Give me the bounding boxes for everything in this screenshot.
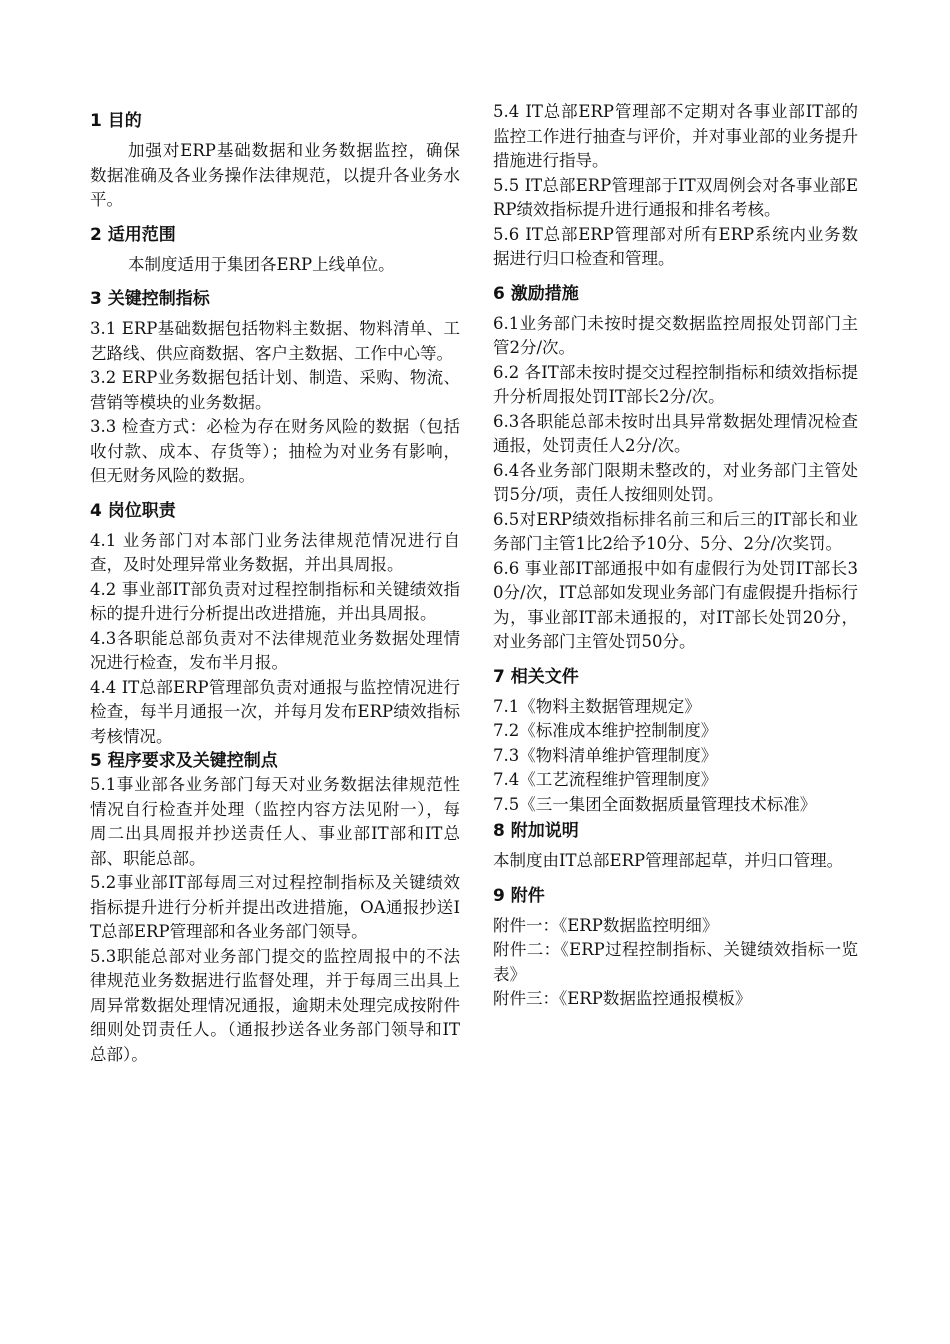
section-title-key-control-indicators: 3 关键控制指标	[90, 289, 210, 309]
clause-6-5: 6.5对ERP绩效指标排名前三和后三的IT部长和业务部门主管1比2给予10分、5分、2分/次奖罚。	[493, 509, 858, 553]
clause-5-1: 5.1事业部各业务部门每天对业务数据法律规范性情况自行检查并处理（监控内容方法见附一），每周二出具周报并抄送责任人、事业部IT部和IT总部、职能总部。	[90, 775, 460, 868]
attachment-3: 附件三：《ERP数据监控通报模板》	[493, 989, 752, 1008]
purpose-paragraph: 加强对ERP基础数据和业务数据监控，确保数据准确及各业务操作法律规范，以提升各业务水平。	[90, 141, 460, 209]
right-column	[493, 100, 858, 1012]
attachment-2: 附件二：《ERP过程控制指标、关键绩效指标一览表》	[493, 940, 858, 984]
clause-3-2: 3.2 ERP业务数据包括计划、制造、采购、物流、营销等模块的业务数据。	[90, 368, 460, 412]
related-document-7-1: 7.1《物料主数据管理规定》	[493, 696, 701, 716]
additional-notes-paragraph: 本制度由IT总部ERP管理部起草，并归口管理。	[493, 851, 844, 870]
clause-6-2: 6.2 各IT部未按时提交过程控制指标和绩效指标提升分析周报处罚IT部长2分/次。	[493, 362, 858, 406]
clause-6-6: 6.6 事业部IT部通报中如有虚假行为处罚IT部长30分/次，IT总部如发现业务部门有虚假提升指标行为，事业部IT部未通报的，对IT部长处罚20分，对业务部门主管处罚50分。	[493, 558, 858, 651]
clause-5-2: 5.2事业部IT部每周三对过程控制指标及关键绩效指标提升进行分析并提出改进措施，OA通报抄送IT总部ERP管理部和各业务部门领导。	[90, 873, 460, 941]
section-title-incentives: 6 激励措施	[493, 283, 579, 304]
clause-4-2: 4.2 事业部IT部负责对过程控制指标和关键绩效指标的提升进行分析提出改进措施，并出具周报。	[90, 579, 460, 623]
left-column	[90, 100, 460, 1067]
related-document-7-3: 7.3《物料清单维护管理制度》	[493, 745, 718, 765]
attachment-1: 附件一：《ERP数据监控明细》	[493, 915, 719, 935]
related-document-7-5: 7.5《三一集团全面数据质量管理技术标准》	[493, 794, 817, 814]
clause-3-3: 3.3 检查方式：必检为存在财务风险的数据（包括收付款、成本、存货等）；抽检为对业务有影响，但无财务风险的数据。	[90, 417, 460, 485]
section-title-responsibilities: 4 岗位职责	[90, 500, 176, 521]
clause-5-4: 5.4 IT总部ERP管理部不定期对各事业部IT部的监控工作进行抽查与评价，并对事业部的业务提升措施进行指导。	[493, 102, 858, 170]
related-document-7-4: 7.4《工艺流程维护管理制度》	[493, 770, 718, 789]
clause-6-1: 6.1业务部门未按时提交数据监控周报处罚部门主管2分/次。	[493, 313, 858, 357]
section-title-attachments: 9 附件	[493, 885, 545, 906]
section-title-additional-notes: 8 附加说明	[493, 821, 579, 841]
clause-4-1: 4.1 业务部门对本部门业务法律规范情况进行自查，及时处理异常业务数据，并出具周报。	[90, 530, 460, 574]
clause-5-3: 5.3职能总部对业务部门提交的监控周报中的不法律规范业务数据进行监督处理，并于每周三出具上周异常数据处理情况通报，逾期未处理完成按附件细则处罚责任人。（通报抄送各业务部门领导和IT总部）。	[90, 946, 460, 1064]
clause-4-4: 4.4 IT总部ERP管理部负责对通报与监控情况进行检查，每半月通报一次，并每月发布ERP绩效指标考核情况。	[90, 677, 460, 746]
clause-6-3: 6.3各职能总部未按时出具异常数据处理情况检查通报，处罚责任人2分/次。	[493, 411, 858, 455]
section-title-procedure: 5 程序要求及关键控制点	[90, 751, 278, 771]
clause-5-6: 5.6 IT总部ERP管理部对所有ERP系统内业务数据进行归口检查和管理。	[493, 224, 858, 268]
clause-3-1: 3.1 ERP基础数据包括物料主数据、物料清单、工艺路线、供应商数据、客户主数据、工作中心等。	[90, 319, 460, 363]
scope-paragraph: 本制度适用于集团各ERP上线单位。	[128, 254, 395, 274]
related-document-7-2: 7.2《标准成本维护控制制度》	[493, 721, 718, 740]
clause-5-5: 5.5 IT总部ERP管理部于IT双周例会对各事业部ERP绩效指标提升进行通报和排名考核。	[493, 175, 858, 219]
section-title-related-documents: 7 相关文件	[493, 666, 579, 687]
section-title-scope: 2 适用范围	[90, 224, 176, 245]
clause-6-4: 6.4各业务部门限期未整改的，对业务部门主管处罚5分/项，责任人按细则处罚。	[493, 460, 858, 504]
section-title-purpose: 1 目的	[90, 111, 142, 131]
clause-4-3: 4.3各职能总部负责对不法律规范业务数据处理情况进行检查，发布半月报。	[90, 628, 460, 672]
